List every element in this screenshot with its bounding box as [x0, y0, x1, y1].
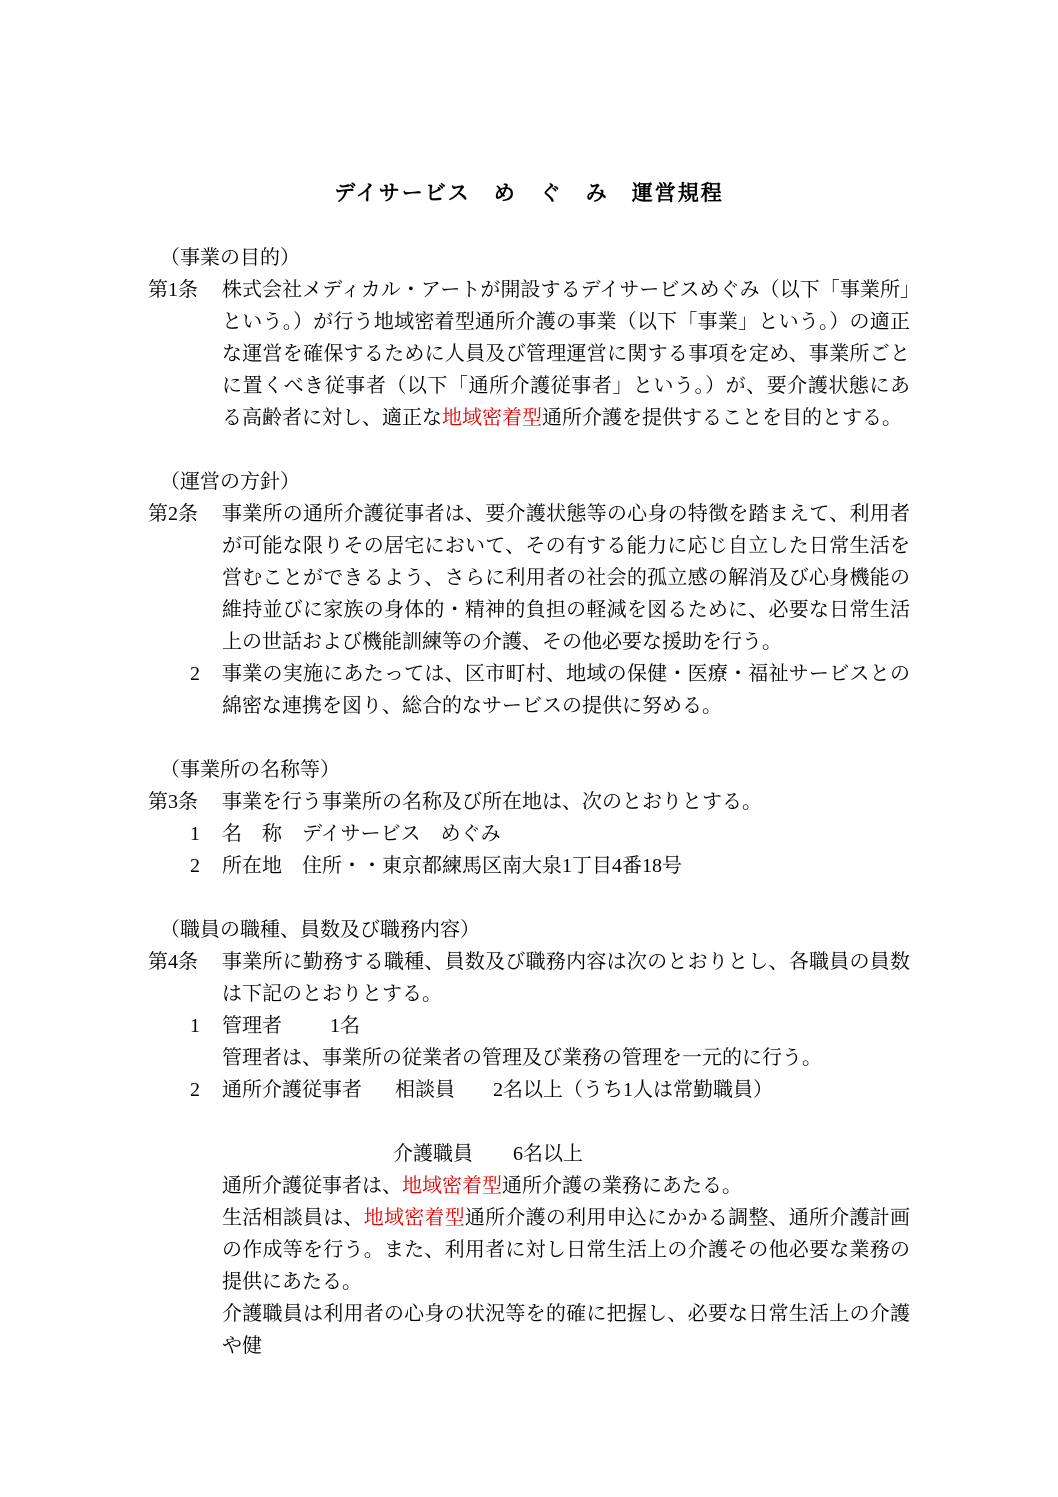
highlighted-text-red: 地域密着型 [402, 1175, 502, 1197]
staff-role-manager [222, 1010, 910, 1042]
subrole-label: 介護職員 [393, 1143, 473, 1165]
paragraph-2-text: 事業の実施にあたっては、区市町村、地域の保健・医療・福祉サービスとの綿密な連携を図り、総合的なサービスの提供に努める。 [222, 663, 910, 717]
article-2-paragraph-2 [148, 658, 910, 722]
duty-text: 通所介護従事者は、 [222, 1175, 402, 1197]
spacer [148, 434, 910, 466]
document-title: デイサービス め ぐ み 運営規程 [334, 182, 724, 205]
document-content [148, 178, 910, 1362]
office-name-value: 名 称 デイサービス めぐみ [222, 823, 501, 845]
article-4-body: 事業所に勤務する職種、員数及び職務内容は次のとおりとし、各職員の員数は下記のとおりとする。 [222, 951, 910, 1005]
item-number: 1 [190, 1015, 200, 1037]
article-4-item-2 [148, 1074, 910, 1106]
duty-text: 生活相談員は、 [222, 1207, 364, 1229]
article-1 [148, 274, 910, 434]
article-4 [148, 946, 910, 1010]
staff-role-careworker-2 [148, 1138, 910, 1170]
article-1-text: 株式会社メディカル・アートが開設するデイサービスめぐみ（以下「事業所」という。）が行う地域密着型通所介護の事業（以下「事業」という。）の適正な運営を確保するために人員及び管理運営に関する事項を定め、事業所ごとに置くべき従事者（以下「通所介護従事者」という。）が、要介護状態にある高齢者に対し、適正な [222, 279, 910, 429]
article-4-item-1 [148, 1010, 910, 1042]
manager-duty-description: 管理者は、事業所の従業者の管理及び業務の管理を一元的に行う。 [222, 1047, 822, 1069]
duty-text-end: 通所介護の業務にあたる。 [502, 1175, 742, 1197]
subrole-label: 相談員 [395, 1079, 455, 1101]
section-heading-purpose: （事業の目的） [160, 247, 300, 269]
article-1-number: 第1条 [148, 279, 198, 301]
article-3-number: 第3条 [148, 791, 198, 813]
section-heading-staff: （職員の職種、員数及び職務内容） [160, 919, 480, 941]
paragraph-2-number: 2 [190, 663, 200, 685]
office-address-value: 所在地 住所・・東京都練馬区南大泉1丁目4番18号 [222, 855, 682, 877]
subrole-count: 2名以上（うち1人は常勤職員） [493, 1079, 773, 1101]
section-heading-office-name: （事業所の名称等） [160, 759, 340, 781]
article-2 [148, 498, 910, 658]
spacer [148, 722, 910, 754]
item-number: 2 [190, 855, 200, 877]
counselor-duty-description [222, 1202, 910, 1298]
item-number: 2 [190, 1079, 200, 1101]
article-3-item-2 [148, 850, 910, 882]
role-label: 通所介護従事者 [222, 1079, 362, 1101]
article-1-text-end: 通所介護を提供することを目的とする。 [542, 407, 902, 429]
highlighted-text-red: 地域密着型 [363, 1207, 465, 1229]
article-2-number: 第2条 [148, 503, 198, 525]
article-4-number: 第4条 [148, 951, 198, 973]
careworker-duty-description [222, 1170, 910, 1202]
spacer [148, 882, 910, 914]
article-2-body: 事業所の通所介護従事者は、要介護状態等の心身の特徴を踏まえて、利用者が可能な限りその居宅において、その有する能力に応じ自立した日常生活を営むことができるよう、さらに利用者の社会的孤立感の解消及び心身機能の維持並びに家族の身体的・精神的負担の軽減を図るために、必要な日常生活上の世話および機能訓練等の介護、その他必要な援助を行う。 [222, 503, 910, 653]
spacer [148, 210, 910, 242]
subrole-count: 6名以上 [513, 1143, 583, 1165]
careworker-grasp-description: 介護職員は利用者の心身の状況等を的確に把握し、必要な日常生活上の介護や健 [222, 1303, 910, 1357]
role-label: 管理者 [222, 1015, 282, 1037]
section-heading-policy: （運営の方針） [160, 471, 300, 493]
role-count: 1名 [330, 1015, 360, 1037]
staff-role-careworker [222, 1074, 910, 1106]
article-3-item-1 [148, 818, 910, 850]
article-3 [148, 786, 910, 818]
item-number: 1 [190, 823, 200, 845]
article-1-body [222, 274, 910, 434]
spacer [148, 1106, 910, 1138]
duty-text-end: 通所介護の利用申込にかかる調整、通所介護計画の作成等を行う。また、利用者に対し日常生活上の介護その他必要な業務の提供にあたる。 [222, 1207, 911, 1293]
article-3-body: 事業を行う事業所の名称及び所在地は、次のとおりとする。 [222, 791, 762, 813]
highlighted-text-red: 地域密着型 [442, 407, 542, 429]
